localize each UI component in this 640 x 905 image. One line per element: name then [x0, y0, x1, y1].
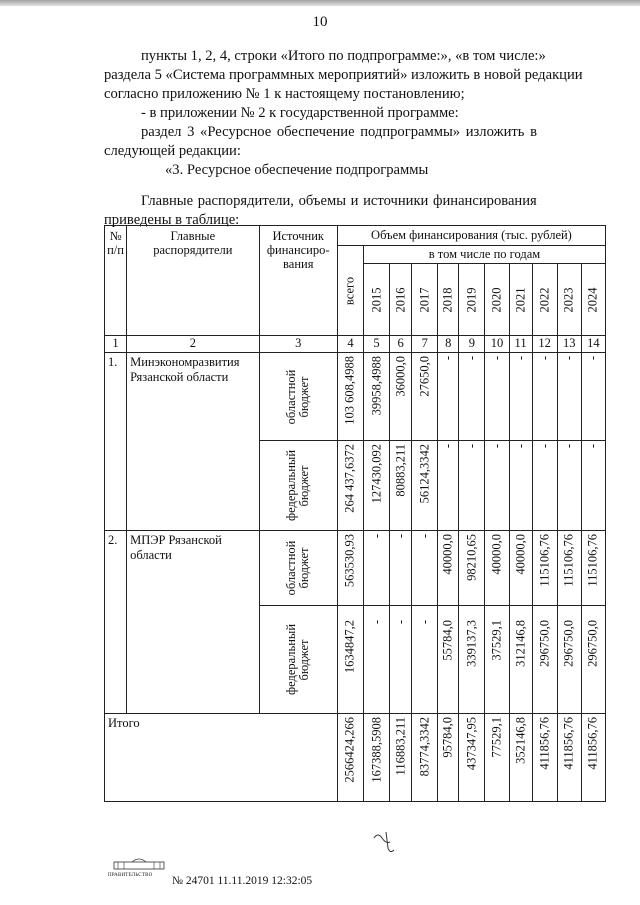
financing-table — [104, 225, 606, 802]
total-label: Итого — [105, 714, 338, 802]
source-cell: федеральный бюджет — [259, 606, 337, 714]
row-number: 1. — [105, 353, 127, 531]
paragraph-line: раздела 5 «Система программных мероприятий» изложить в новой редакции — [104, 67, 583, 83]
header-year: 2023 — [557, 264, 581, 336]
logo-caption: ПРАВИТЕЛЬСТВО — [108, 873, 153, 878]
section-heading: «3. Ресурсное обеспечение подпрограммы — [165, 162, 429, 178]
header-year: 2021 — [509, 264, 532, 336]
government-logo — [110, 856, 168, 872]
signature-scribble — [372, 828, 402, 856]
row-number: 2. — [105, 531, 127, 714]
paragraph-line: пункты 1, 2, 4, строки «Итого по подпрограмме:», «в том числе:» — [141, 48, 546, 64]
header-year: 2018 — [438, 264, 459, 336]
paragraph-line: согласно приложению № 1 к настоящему постановлению; — [104, 86, 465, 102]
distributor-name: Минэкономразвития Рязанской области — [127, 353, 260, 531]
header-total: всего — [337, 246, 363, 336]
source-cell: федеральный бюджет — [259, 441, 337, 531]
paragraph-line: следующей редакции: — [104, 143, 241, 159]
header-year: 2015 — [363, 264, 389, 336]
source-cell: областной бюджет — [259, 531, 337, 606]
paragraph-line: приведены в таблице: — [104, 212, 240, 228]
source-cell: областной бюджет — [259, 353, 337, 441]
page-number: 10 — [312, 14, 328, 30]
header-year: 2016 — [390, 264, 412, 336]
table-row: федеральный бюджет 264 437,6372 127430,092 80883,211 56124,3342 - - - - - - - — [105, 441, 606, 531]
table-row: 1. Минэкономразвития Рязанской области областной бюджет 103 608,4988 39958,4988 36000,0 27650,0 - - - - - - - — [105, 353, 606, 441]
distributor-name: МПЭР Рязанской области — [127, 531, 260, 714]
header-by-years: в том числе по годам — [363, 246, 605, 264]
header-year: 2022 — [532, 264, 557, 336]
header-year: 2020 — [485, 264, 509, 336]
header-number: № п/п — [105, 226, 127, 336]
header-year: 2024 — [581, 264, 605, 336]
table-row: федеральный бюджет 1634847,2 - - - 55784,0 339137,3 37529,1 312146,8 296750,0 296750,0 296750,0 — [105, 606, 606, 714]
scan-edge — [0, 0, 640, 6]
table-row: 2. МПЭР Рязанской области областной бюджет 563530,93 - - - 40000,0 98210,65 40000,0 40000,0 115106,76 115106,76 115106,76 — [105, 531, 606, 606]
header-year: 2017 — [412, 264, 438, 336]
paragraph-line: Главные распорядители, объемы и источники финансирования — [141, 193, 537, 209]
document-registration: № 24701 11.11.2019 12:32:05 — [172, 875, 313, 887]
header-source: Источник финансиро- вания — [259, 226, 337, 336]
column-number-row: 1 2 3 4 5 6 7 8 9 10 11 12 13 14 — [105, 336, 606, 353]
header-volume: Объем финансирования (тыс. рублей) — [337, 226, 605, 246]
header-year: 2019 — [459, 264, 485, 336]
paragraph-line: раздел 3 «Ресурсное обеспечение подпрограммы» изложить в — [141, 124, 537, 140]
header-distributors: Главные распорядители — [127, 226, 260, 336]
total-row: Итого 2566424,266 167388,5908 116883,211 83774,3342 95784,0 437347,95 77529,1 352146,8 411856,76 411856,76 411856,76 — [105, 714, 606, 802]
paragraph-line: - в приложении № 2 к государственной программе: — [141, 105, 459, 121]
